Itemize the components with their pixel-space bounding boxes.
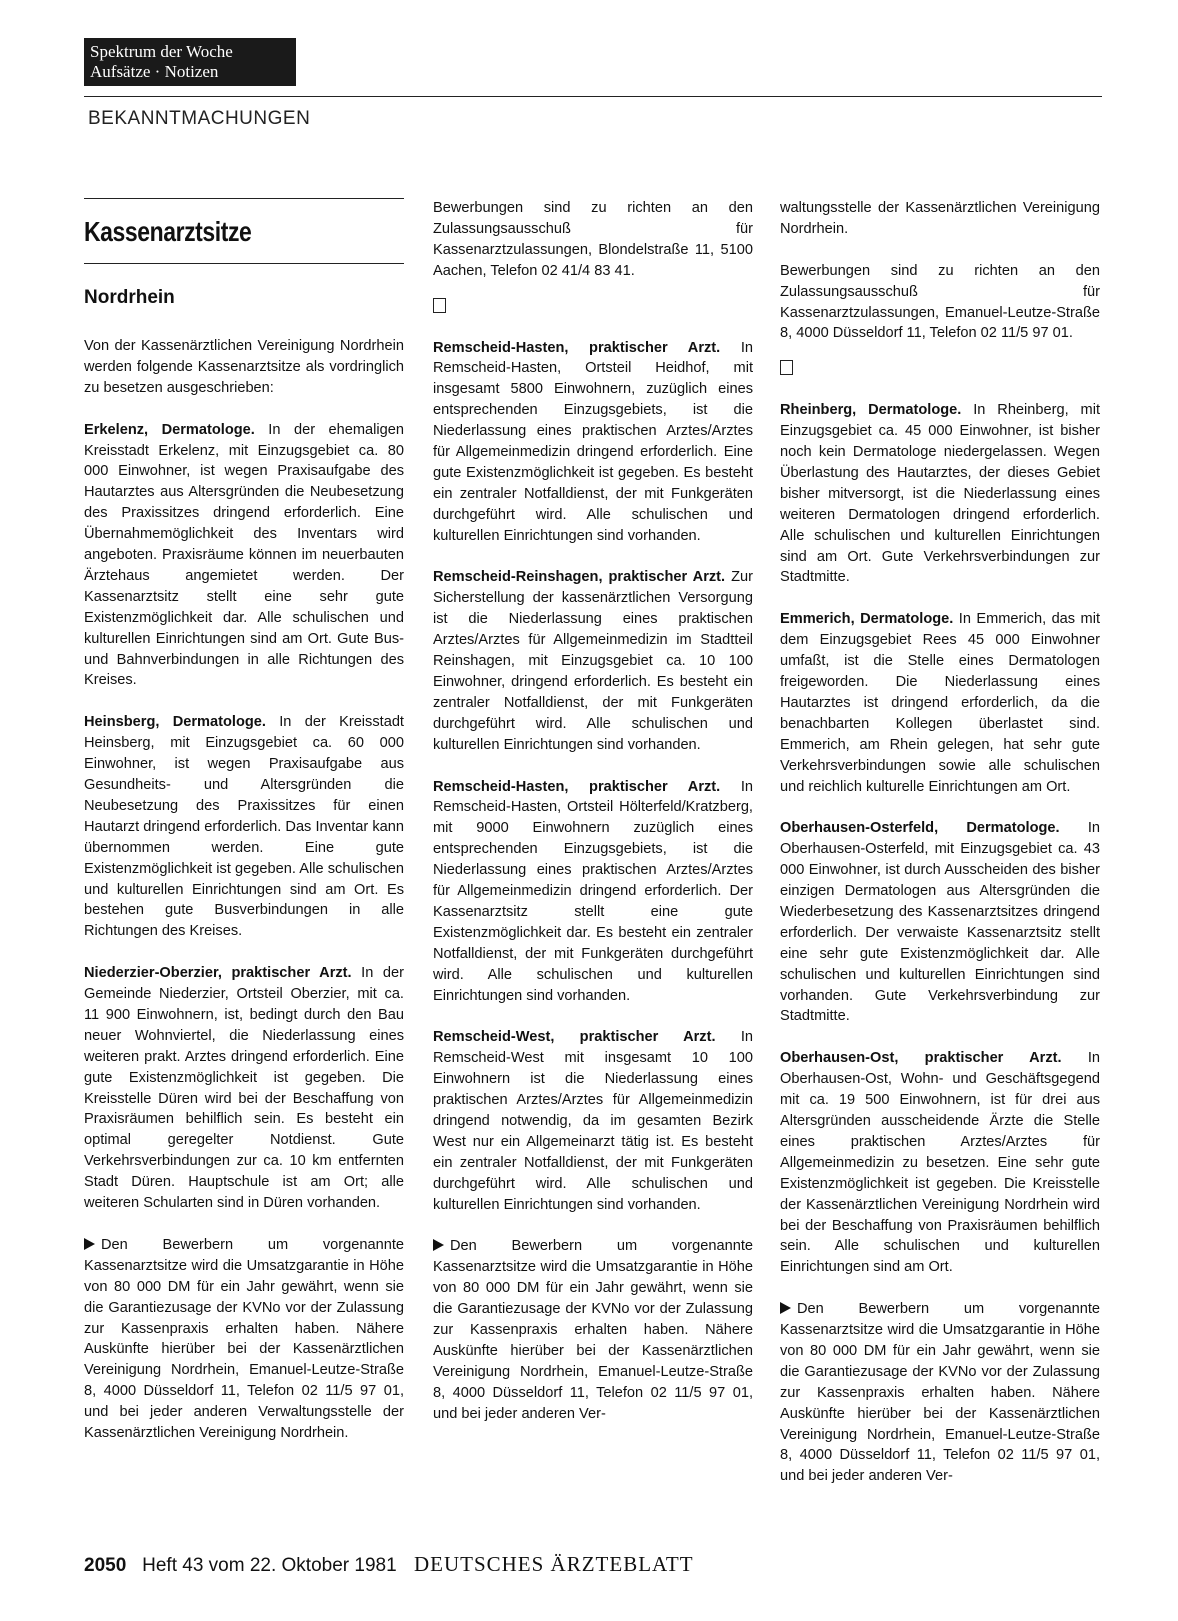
guarantee-note (433, 1236, 753, 1424)
listing-heading: Remscheid-Hasten, praktischer Arzt. (433, 339, 721, 356)
listing-remscheid-hasten-hoelterfeld (433, 777, 753, 1007)
listing-heading: Remscheid-West, praktischer Arzt. (433, 1029, 716, 1046)
note-text: Den Bewerbern um vorgenannte Kassenarztsitze wird die Umsatzgarantie in Höhe von 80 000 DM für ein Jahr gewährt, wenn sie die Garantiezusage der KVNo vor der Zulassung zur Kassenpraxis erhalten haben. Nähere Auskünfte hierüber bei der Kassenärztlichen Vereinigung Nordrhein, Emanuel-Leutze-Straße 8, 4000 Düsseldorf 11, Telefon 02 11/5 97 01, und bei jeder anderen Ver- (433, 1238, 753, 1422)
guarantee-note (780, 1299, 1100, 1487)
rubric-box (84, 38, 296, 86)
listing-heading: Niederzier-Oberzier, praktischer Arzt. (84, 965, 352, 982)
listing-heading: Heinsberg, Dermatologe. (84, 714, 266, 731)
column-2 (433, 198, 753, 1425)
listing-erkelenz (84, 420, 404, 692)
listing-body: In Rheinberg, mit Einzugsgebiet ca. 45 000 Einwohner, ist bisher noch kein Dermatologe niedergelassen. Wegen Überlastung des Hautarztes, der dieses Gebiet bisher mitversorgt, ist die Niederlassung eines weiteren Dermatologen dringend erforderlich. Alle schulischen und kulturellen Einrichtungen sind am Ort. Gute Verkehrsverbindungen zur Stadtmitte. (780, 402, 1101, 586)
listing-body: In Emmerich, das mit dem Einzugsgebiet Rees 45 000 Einwohner umfaßt, ist die Stelle eines Dermatologen freigeworden. Die Niederlassung eines Hautarztes ist dringend erforderlich, da die benachbarten Kollegen überlastet sind. Emmerich, am Rhein gelegen, hat sehr gute Verkehrsverbindungen sowie alle schulischen und reichlich kulturelle Einrichtungen am Ort. (780, 611, 1100, 795)
listing-body: In der ehemaligen Kreisstadt Erkelenz, mit Einzugsgebiet ca. 80 000 Einwohner, ist wegen Praxisaufgabe des Hautarztes aus Altersgründen die Neubesetzung des Praxissitzes dringend erforderlich. Eine Übernahmemöglichkeit des Inventars wird angeboten. Praxisräume können im neuerbauten Ärztehaus angemietet werden. Der Kassenarztsitz stellt eine sehr gute Existenzmöglichkeit dar. Alle schulischen und kulturellen Einrichtungen sind am Ort. Gute Bus- und Bahnverbindungen in alle Richtungen des Kreises. (84, 421, 404, 689)
listing-heading: Oberhausen-Ost, praktischer Arzt. (780, 1050, 1062, 1067)
listing-rheinberg (780, 400, 1100, 588)
listing-heading: Remscheid-Hasten, praktischer Arzt. (433, 778, 721, 795)
listing-body: In Remscheid-Hasten, Ortsteil Heidhof, mit insgesamt 5800 Einwohnern, zuzüglich eines entsprechenden Einzugsgebiets, ist die Niederlassung eines praktischen Arztes/Arztes für Allgemeinmedizin dringend erforderlich. Eine gute Existenzmöglichkeit ist gegeben. Es besteht ein zentraler Notfalldienst, der mit Funkgeräten durchgeführt wird. Alle schulischen und kulturellen Einrichtungen sind vorhanden. (433, 339, 753, 544)
listing-heading: Remscheid-Reinshagen, praktischer Arzt. (433, 569, 726, 586)
listing-body: In der Gemeinde Niederzier, Ortsteil Oberzier, mit ca. 11 900 Einwohnern, ist, bedingt durch den Bau neuer Wohnviertel, die Niederlassung eines weiteren prakt. Arztes dringend erforderlich. Eine gute Existenzmöglichkeit ist gegeben. Die Kreisstelle Düren wird bei der Beschaffung von Praxisräumen behilflich sein. Es besteht ein optimal geregelter Notdienst. Gute Verkehrsverbindungen zur ca. 10 km entfernten Stadt Düren. Hauptschule ist am Ort; alle weiteren Schularten sind in Düren vorhanden. (84, 965, 404, 1212)
title-rule-bottom (84, 263, 404, 264)
note-text: Den Bewerbern um vorgenannte Kassenarztsitze wird die Umsatzgarantie in Höhe von 80 000 DM für ein Jahr gewährt, wenn sie die Garantiezusage der KVNo vor der Zulassung zur Kassenpraxis erhalten haben. Nähere Auskünfte hierüber bei der Kassenärztlichen Vereinigung Nordrhein, Emanuel-Leutze-Straße 8, 4000 Düsseldorf 11, Telefon 02 11/5 97 01, und bei jeder anderen Verwaltungsstelle der Kassenärztlichen Vereinigung Nordrhein. (84, 1236, 404, 1442)
column-1 (84, 198, 404, 1444)
header-rule (84, 96, 1102, 97)
listing-body: Zur Sicherstellung der kassenärztlichen Versorgung ist die Niederlassung eines praktischen Arztes/Arztes für Allgemeinmedizin im Stadtteil Reinshagen, mit Einzugsgebiet ca. 10 100 Einwohner, dringend erforderlich. Es besteht ein zentraler Notfalldienst, der mit Funkgeräten durchgeführt wird. Alle schulischen und kulturellen Einrichtungen sind vorhanden. (433, 569, 753, 753)
intro-paragraph: Von der Kassenärztlichen Vereinigung Nordrhein werden folgende Kassenarztsitze als vordringlich zu besetzen ausgeschrieben: (84, 338, 404, 396)
article-subtitle: Nordrhein (84, 287, 175, 308)
application-address: Bewerbungen sind zu richten an den Zulassungsausschuß für Kassenarztzulassungen, Blondelstraße 11, 5100 Aachen, Telefon 02 41/4 83 41. (433, 200, 753, 279)
page-footer (84, 1552, 694, 1577)
rubric-line-1: Spektrum der Woche (90, 42, 233, 61)
rubric-line-2: Aufsätze · Notizen (90, 62, 219, 81)
listing-body: In Remscheid-West mit insgesamt 10 100 Einwohnern ist die Niederlassung eines praktischen Arztes/Arztes für Allgemeinmedizin dringend notwendig, da im gesamten Bezirk West nur ein Allgemeinarzt tätig ist. Es besteht ein zentraler Notfalldienst, der mit Funkgeräten durchgeführt wird. Alle schulischen und kulturellen Einrichtungen sind vorhanden. (433, 1029, 753, 1213)
listing-body: In Oberhausen-Osterfeld, mit Einzugsgebiet ca. 43 000 Einwohner, ist durch Ausscheiden des bisher einzigen Dermatologen aus Altersgründen die Wiederbesetzung des Kassenarztsitzes dringend erforderlich. Der verwaiste Kassenarztsitz stellt eine sehr gute Existenzmöglichkeit dar. Alle schulischen und kulturellen Einrichtungen sind vorhanden. Gute Verkehrsverbindung zur Stadtmitte. (780, 820, 1100, 1025)
listing-oberhausen-osterfeld (780, 818, 1100, 1027)
continued-text: waltungsstelle der Kassenärztlichen Vereinigung Nordrhein. (780, 200, 1100, 237)
listing-remscheid-west (433, 1027, 753, 1215)
listing-emmerich (780, 609, 1100, 797)
section-box-icon (780, 360, 793, 375)
column-3 (780, 198, 1100, 1487)
listing-remscheid-reinshagen (433, 567, 753, 755)
listing-heading: Rheinberg, Dermatologe. (780, 402, 962, 419)
arrow-icon (433, 1239, 444, 1251)
journal-name: DEUTSCHES ÄRZTEBLATT (413, 1552, 694, 1576)
section-box-icon (433, 298, 446, 313)
listing-body: In der Kreisstadt Heinsberg, mit Einzugsgebiet ca. 60 000 Einwohner, ist wegen Praxisaufgabe aus Gesundheits- und Altersgründen die Neubesetzung des Praxissitzes für einen Hautarzt dringend erforderlich. Das Inventar kann übernommen werden. Eine gute Existenzmöglichkeit ist gegeben. Alle schulischen und kulturellen Einrichtungen sind am Ort. Es bestehen gute Busverbindungen in alle Richtungen des Kreises. (84, 714, 404, 940)
listing-oberhausen-ost (780, 1048, 1100, 1278)
listing-body: In Remscheid-Hasten, Ortsteil Hölterfeld/Kratzberg, mit 9000 Einwohnern zuzüglich eines entsprechenden Einzugsgebiets, ist die Niederlassung eines praktischen Arztes/Arztes für Allgemeinmedizin dringend erforderlich. Der Kassenarztsitz stellt eine gute Existenzmöglichkeit dar. Es besteht ein zentraler Notfalldienst, der mit Funkgeräten durchgeführt wird. Alle schulischen und kulturellen Einrichtungen sind vorhanden. (433, 778, 753, 1004)
listing-niederzier (84, 963, 404, 1214)
page-number: 2050 (84, 1555, 127, 1576)
listing-heinsberg (84, 712, 404, 942)
issue-info: Heft 43 vom 22. Oktober 1981 (142, 1555, 397, 1576)
section-title: BEKANNTMACHUNGEN (88, 108, 311, 129)
arrow-icon (84, 1238, 95, 1250)
listing-heading: Emmerich, Dermatologe. (780, 611, 954, 628)
application-address: Bewerbungen sind zu richten an den Zulassungsausschuß für Kassenarztzulassungen, Emanuel-Leutze-Straße 8, 4000 Düsseldorf 11, Telefon 02 11/5 97 01. (780, 262, 1100, 342)
arrow-icon (780, 1302, 791, 1314)
note-text: Den Bewerbern um vorgenannte Kassenarztsitze wird die Umsatzgarantie in Höhe von 80 000 DM für ein Jahr gewährt, wenn sie die Garantiezusage der KVNo vor der Zulassung zur Kassenpraxis erhalten haben. Nähere Auskünfte hierüber bei der Kassenärztlichen Vereinigung Nordrhein, Emanuel-Leutze-Straße 8, 4000 Düsseldorf 11, Telefon 02 11/5 97 01, und bei jeder anderen Ver- (780, 1301, 1100, 1485)
listing-heading: Oberhausen-Osterfeld, Dermatologe. (780, 820, 1060, 837)
listing-remscheid-hasten-heidhof (433, 338, 753, 547)
title-rule-top (84, 198, 404, 199)
listing-body: In Oberhausen-Ost, Wohn- und Geschäftsgegend mit ca. 19 500 Einwohnern, ist für drei aus Altersgründen ausscheidende Ärzte die Stelle eines praktischen Arztes/Arztes für Allgemeinmedizin zu besetzen. Eine sehr gute Existenzmöglichkeit ist gegeben. Die Kreisstelle der Kassenärztlichen Vereinigung Nordrhein wird bei der Beschaffung von Praxisräumen behilflich sein. Alle schulischen und kulturellen Einrichtungen sind am Ort. (780, 1050, 1101, 1276)
listing-heading: Erkelenz, Dermatologe. (84, 421, 255, 438)
guarantee-note (84, 1235, 404, 1444)
article-title: Kassenarztsitze (84, 216, 252, 247)
